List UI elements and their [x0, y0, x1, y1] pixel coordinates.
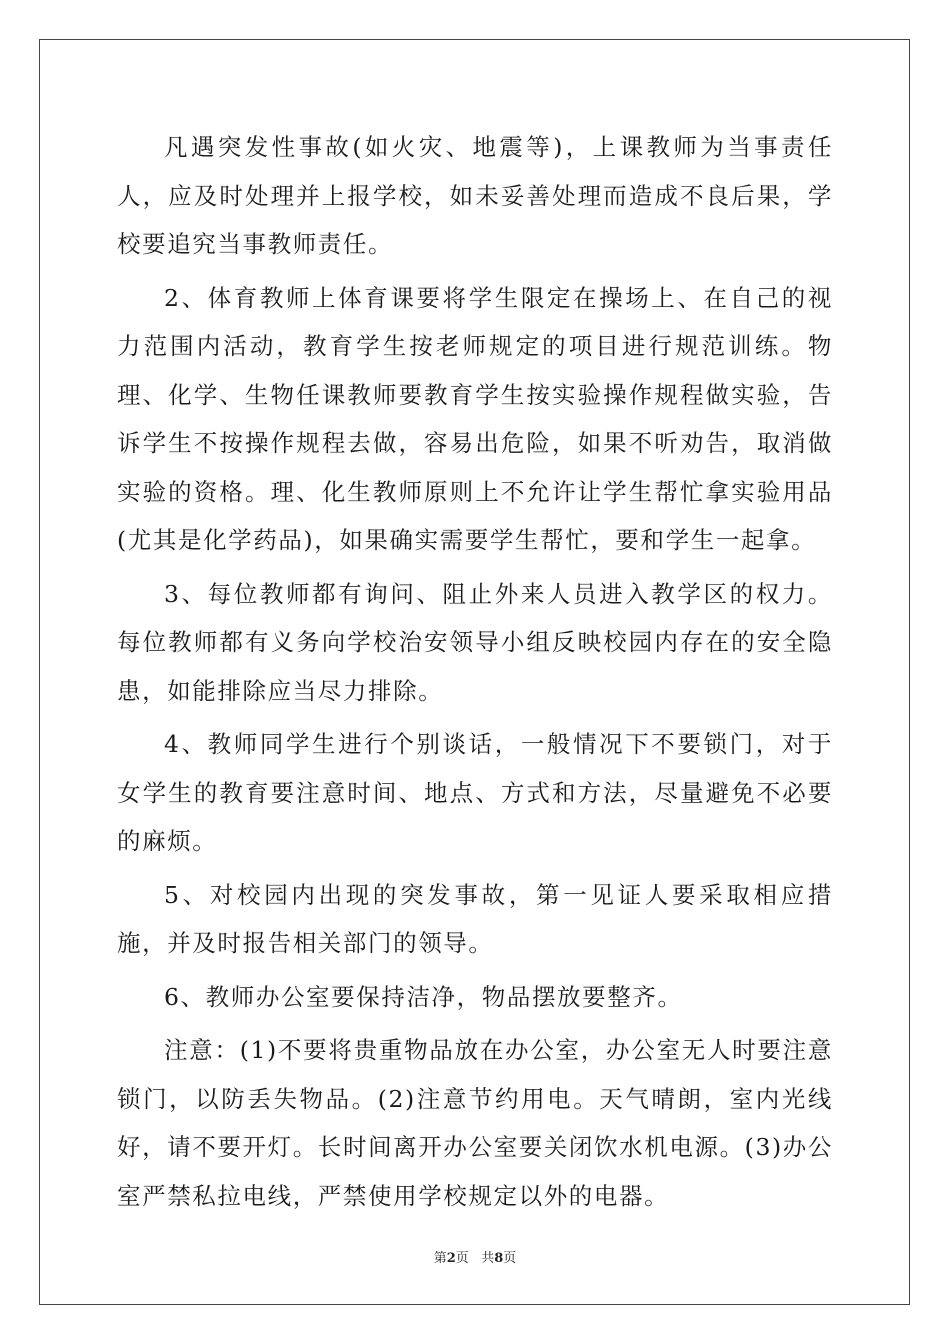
- footer-total-suffix: 页: [503, 1251, 517, 1266]
- paragraph-item-5-incidents: 5、对校园内出现的突发事故，第一见证人要采取相应措施，并及时报告相关部门的领导。: [117, 880, 833, 957]
- paragraph-item-3-visitors: 3、每位教师都有询问、阻止外来人员进入教学区的权力。每位教师都有义务向学校治安领导小组反映校园内存在的安全隐患，如能排除应当尽力排除。: [117, 579, 833, 705]
- footer-prefix: 第: [433, 1251, 447, 1266]
- paragraph-item-6-office: 6、教师办公室要保持洁净，物品摆放要整齐。: [164, 982, 683, 1011]
- paragraph-item-2-pe-and-lab: 2、体育教师上体育课要将学生限定在操场上、在自己的视力范围内活动，教育学生按老师规定的项目进行规范训练。物理、化学、生物任课教师要教育学生按实验操作规程做实验，告诉学生不按操作规程去做，容易出危险，如果不听劝告，取消做实验的资格。理、化生教师原则上不允许让学生帮忙拿实验用品(尤其是化学药品)，如果确实需要学生帮忙，要和学生一起拿。: [117, 283, 833, 554]
- footer-total-prefix: 共: [481, 1251, 495, 1266]
- footer-current-page: 2: [446, 1251, 456, 1266]
- document-body: [117, 123, 833, 1225]
- footer-page-suffix: 页: [455, 1251, 469, 1266]
- paragraph-item-4-talks: 4、教师同学生进行个别谈话，一般情况下不要锁门，对于女学生的教育要注意时间、地点、方式和方法，尽量避免不必要的麻烦。: [117, 730, 833, 855]
- paragraph-emergency-accident: 凡遇突发性事故(如火灾、地震等)，上课教师为当事责任人，应及时处理并上报学校，如未妥善处理而造成不良后果，学校要追究当事教师责任。: [117, 133, 833, 258]
- footer-total-pages: 8: [494, 1251, 504, 1266]
- page-footer: [0, 1247, 950, 1266]
- paragraph-notes: 注意：(1)不要将贵重物品放在办公室，办公室无人时要注意锁门，以防丢失物品。(2)注意节约用电。天气晴朗，室内光线好，请不要开灯。长时间离开办公室要关闭饮水机电源。(3)办公室严禁私拉电线，严禁使用学校规定以外的电器。: [117, 1036, 833, 1210]
